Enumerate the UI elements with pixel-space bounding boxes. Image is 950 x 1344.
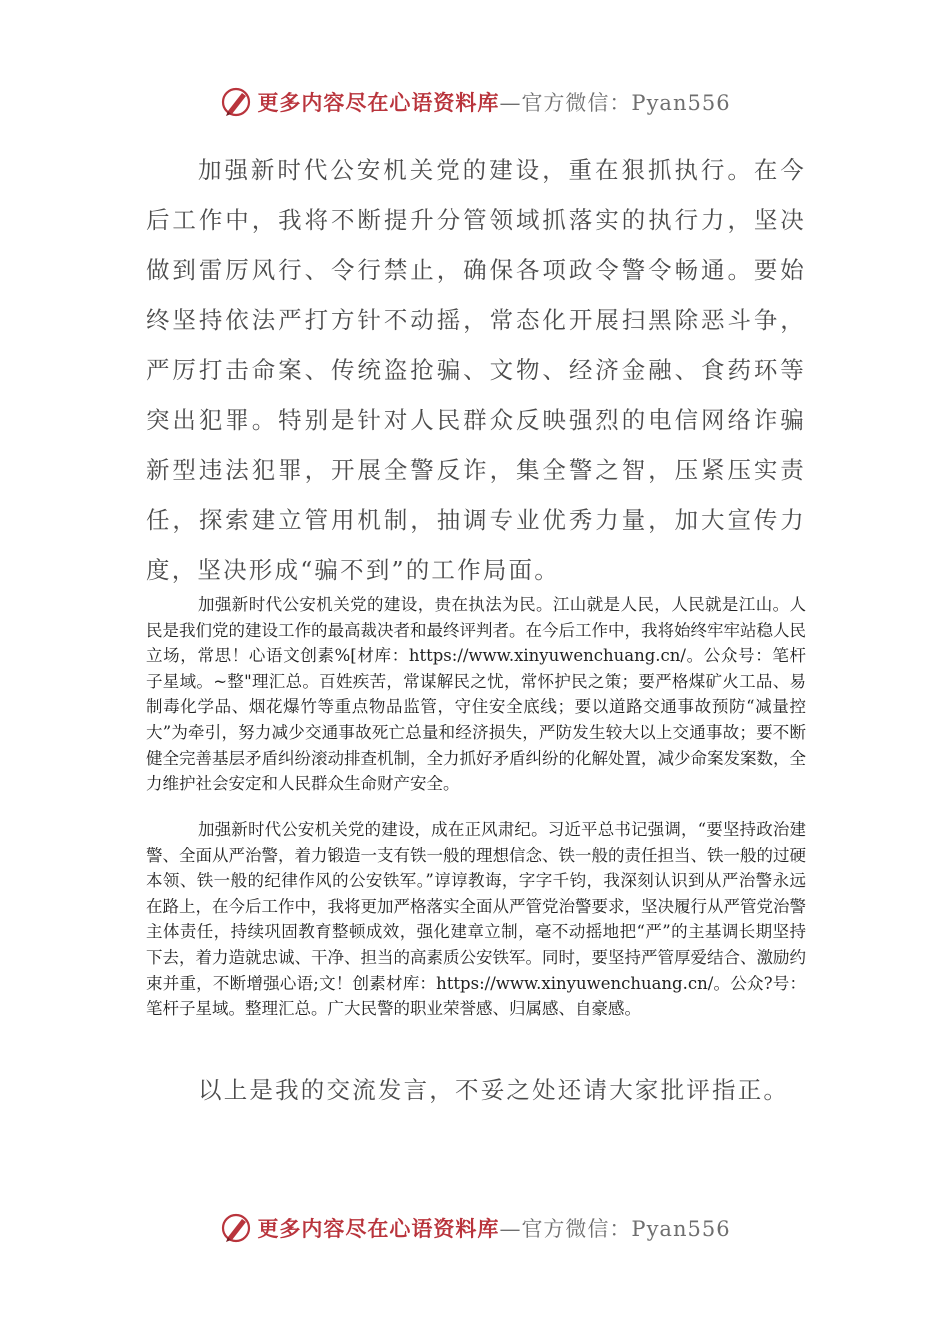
paragraph-4: 以上是我的交流发言，不妥之处还请大家批评指正。 xyxy=(198,1076,790,1104)
footer-brand: 更多内容尽在心语资料库 xyxy=(257,1216,500,1241)
paragraph-1: 加强新时代公安机关党的建设，重在狠抓执行。在今后工作中，我将不断提升分管领域抓落实的执行力，坚决做到雷厉风行、令行禁止，确保各项政令警令畅通。要始终坚持依法严打方针不动摇，常态化开展扫黑除恶斗争，严厉打击命案、传统盗抢骗、文物、经济金融、食药环等突出犯罪。特别是针对人民群众反映强烈的电信网络诈骗新型违法犯罪，开展全警反诈，集全警之智，压紧压实责任，探索建立管用机制，抽调专业优秀力量，加大宣传力度，坚决形成“骗不到”的工作局面。 xyxy=(146,156,806,584)
header-wechat: 官方微信：Pyan556 xyxy=(521,91,731,115)
pen-logo-icon xyxy=(219,1211,253,1245)
header-banner xyxy=(0,84,950,120)
footer-wechat: 官方微信：Pyan556 xyxy=(521,1217,731,1241)
header-brand: 更多内容尽在心语资料库 xyxy=(257,90,500,115)
footer-banner xyxy=(0,1210,950,1246)
paragraph-2: 加强新时代公安机关党的建设，贵在执法为民。江山就是人民，人民就是江山。人民是我们党的建设工作的最高裁决者和最终评判者。在今后工作中，我将始终牢牢站稳人民立场，常思！心语文创素%[材库：https://www.xinyuwenchuang.cn/。公众号：笔杆子星域。~整"理汇总。百姓疾苦，常谋解民之忧，常怀护民之策；要严格煤矿火工品、易制毒化学品、烟花爆竹等重点物品监管，守住安全底线；要以道路交通事故预防“减量控大”为牵引，努力减少交通事故死亡总量和经济损失，严防发生较大以上交通事故；要不断健全完善基层矛盾纠纷滚动排查机制，全力抓好矛盾纠纷的化解处置，减少命案发案数，全力维护社会安定和人民群众生命财产安全。 xyxy=(146,595,806,794)
paragraph-3: 加强新时代公安机关党的建设，成在正风肃纪。习近平总书记强调，“要坚持政治建警、全面从严治警，着力锻造一支有铁一般的理想信念、铁一般的责任担当、铁一般的过硬本领、铁一般的纪律作风的公安铁军。”谆谆教诲，字字千钧，我深刻认识到从严治警永远在路上，在今后工作中，我将更加严格落实全面从严管党治警要求，坚决履行从严管党治警主体责任，持续巩固教育整顿成效，强化建章立制，毫不动摇地把“严”的主基调长期坚持下去，着力造就忠诚、干净、担当的高素质公安铁军。同时，要坚持严管厚爱结合、激励约束并重，不断增强心语;文！创素材库：https://www.xinyuwenchuang.cn/。公众?号：笔杆子星域。整理汇总。广大民警的职业荣誉感、归属感、自豪感。 xyxy=(146,820,806,1019)
pen-logo-icon xyxy=(219,85,253,119)
footer-dash: — xyxy=(499,1217,522,1241)
header-dash: — xyxy=(499,91,522,115)
